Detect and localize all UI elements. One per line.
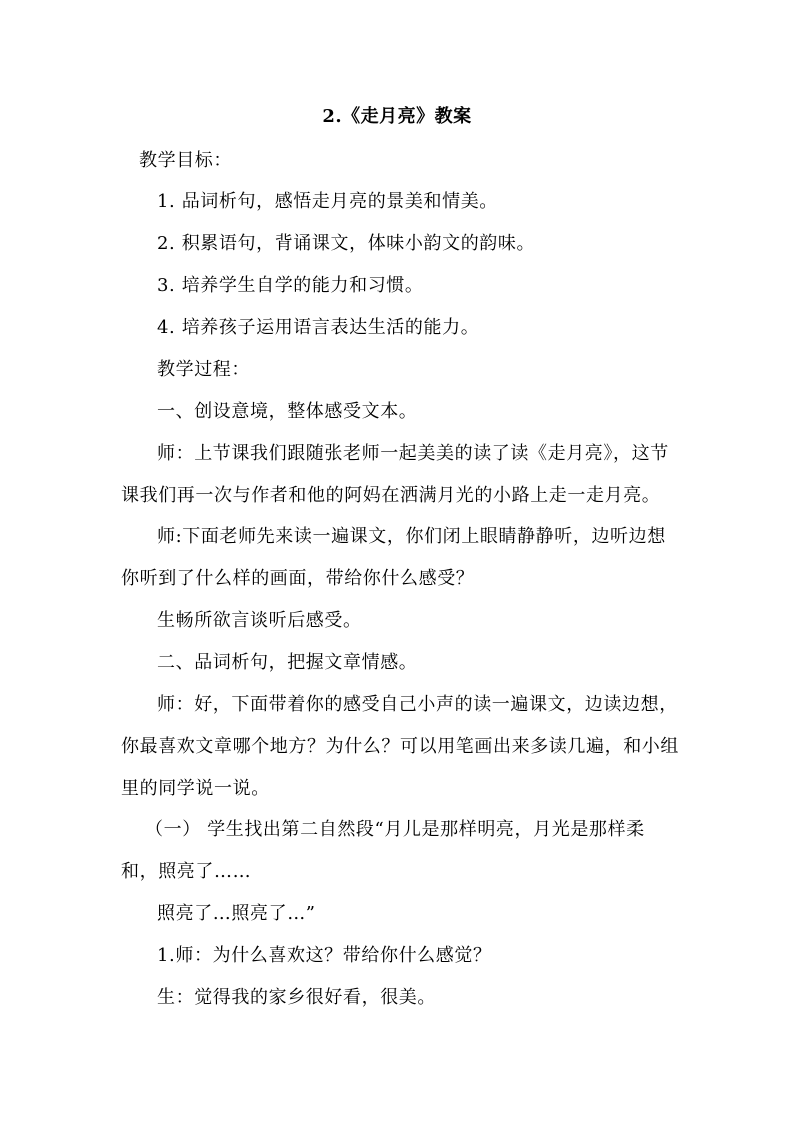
paragraph-line: 师:下面老师先来读一遍课文，你们闭上眼睛静静听，边听边想 — [157, 526, 666, 547]
goal-item-1: 1. 品词析句，感悟走月亮的景美和情美。 — [157, 191, 498, 212]
paragraph-line: 师：上节课我们跟随张老师一起美美的读了读《走月亮》，这节 — [157, 443, 669, 464]
paragraph-line: 你听到了什么样的画面，带给你什么感受？ — [121, 568, 475, 589]
paragraph-line: 生畅所欲言谈听后感受。 — [157, 610, 362, 631]
paragraph-line: 和，照亮了…… — [121, 861, 252, 882]
paragraph-line: 师：好，下面带着你的感受自己小声的读一遍课文，边读边想， — [157, 694, 678, 715]
goal-item-2: 2. 积累语句，背诵课文，体味小韵文的韵味。 — [157, 233, 536, 254]
section-heading-process: 教学过程： — [157, 359, 250, 380]
paragraph-line: 1.师：为什么喜欢这？带给你什么感觉？ — [157, 945, 492, 966]
goal-item-4: 4. 培养孩子运用语言表达生活的能力。 — [157, 317, 480, 338]
paragraph-line: 里的同学说一说。 — [121, 778, 270, 799]
document-title: 2.《走月亮》教案 — [322, 106, 472, 127]
paragraph-line: （一） 学生找出第二自然段“月儿是那样明亮，月光是那样柔 — [145, 819, 645, 840]
step-heading-1: 一、创设意境，整体感受文本。 — [157, 401, 418, 422]
goal-item-3: 3. 培养学生自学的能力和习惯。 — [157, 275, 424, 296]
step-heading-2: 二、品词析句，把握文章情感。 — [157, 652, 418, 673]
paragraph-line: 你最喜欢文章哪个地方？为什么？可以用笔画出来多读几遍，和小组 — [121, 736, 679, 757]
paragraph-line: 生：觉得我的家乡很好看，很美。 — [157, 987, 436, 1008]
section-heading-goals: 教学目标： — [139, 150, 232, 171]
paragraph-line: 照亮了…照亮了…” — [157, 903, 316, 924]
paragraph-line: 课我们再一次与作者和他的阿妈在洒满月光的小路上走一走月亮。 — [121, 485, 661, 506]
